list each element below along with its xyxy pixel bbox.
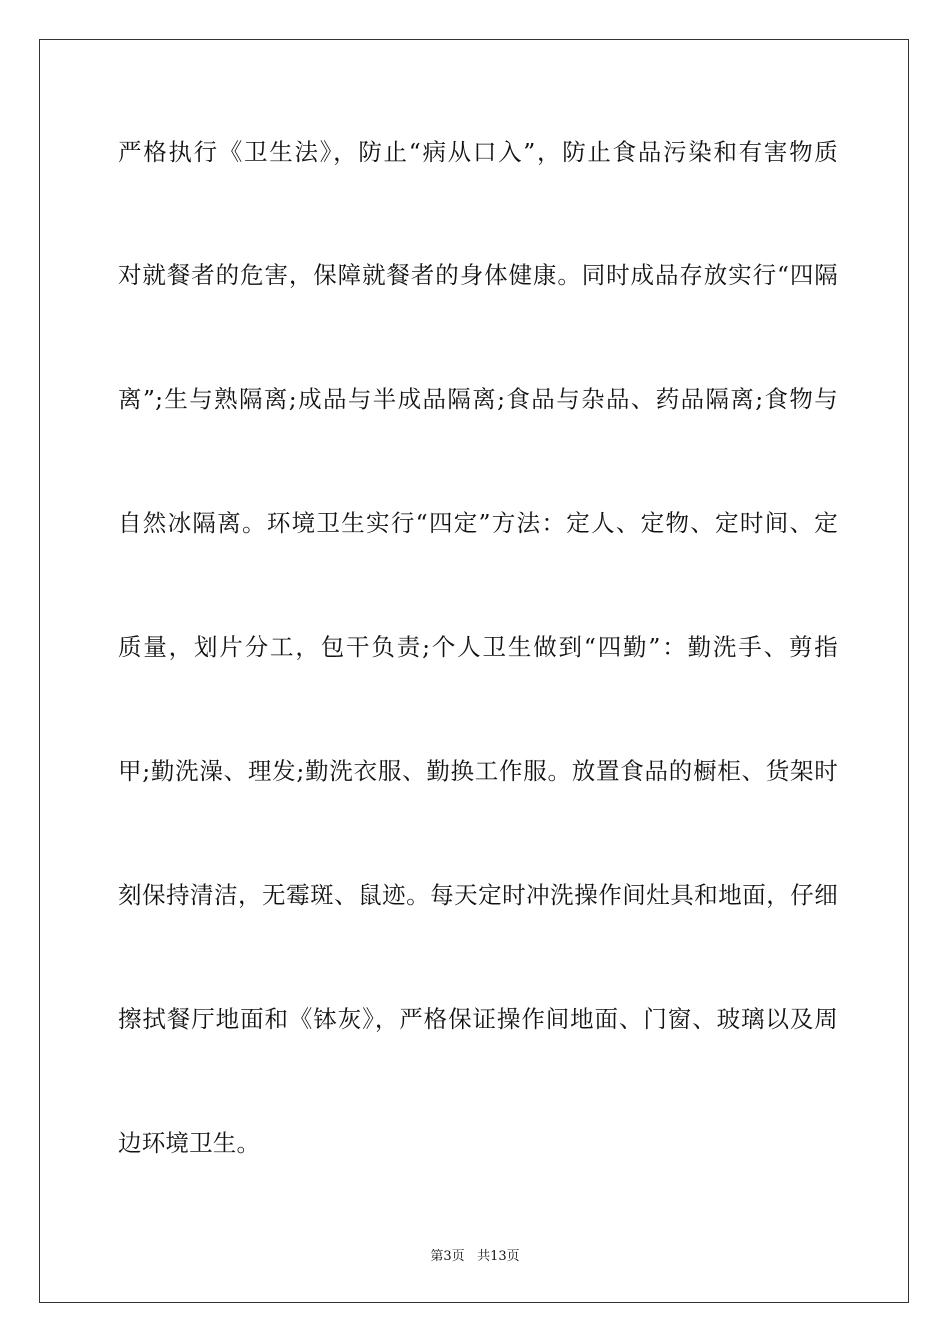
body-text-line-4: 自然冰隔离。环境卫生实行“四定”方法：定人、定物、定时间、定 [118, 509, 838, 537]
body-text-line-5: 质量，划片分工，包干负责;个人卫生做到“四勤”：勤洗手、剪指 [118, 633, 838, 661]
page-footer [0, 1249, 950, 1265]
body-text-line-7: 刻保持清洁，无霉斑、鼠迹。每天定时冲洗操作间灶具和地面，仔细 [118, 881, 838, 909]
body-text-line-2: 对就餐者的危害，保障就餐者的身体健康。同时成品存放实行“四隔 [118, 261, 838, 289]
page-number: 第3页 [430, 1249, 465, 1264]
body-text-line-8: 擦拭餐厅地面和《钵灰》，严格保证操作间地面、门窗、玻璃以及周 [118, 1005, 838, 1033]
body-text-line-1: 严格执行《卫生法》，防止“病从口入”，防止食品污染和有害物质 [118, 138, 838, 166]
body-text-line-9: 边环境卫生。 [118, 1129, 261, 1157]
body-text-line-6: 甲;勤洗澡、理发;勤洗衣服、勤换工作服。放置食品的橱柜、货架时 [118, 757, 838, 785]
page-border [39, 39, 909, 1303]
body-text-line-3: 离”;生与熟隔离;成品与半成品隔离;食品与杂品、药品隔离;食物与 [118, 385, 838, 413]
total-pages: 共13页 [477, 1249, 520, 1264]
